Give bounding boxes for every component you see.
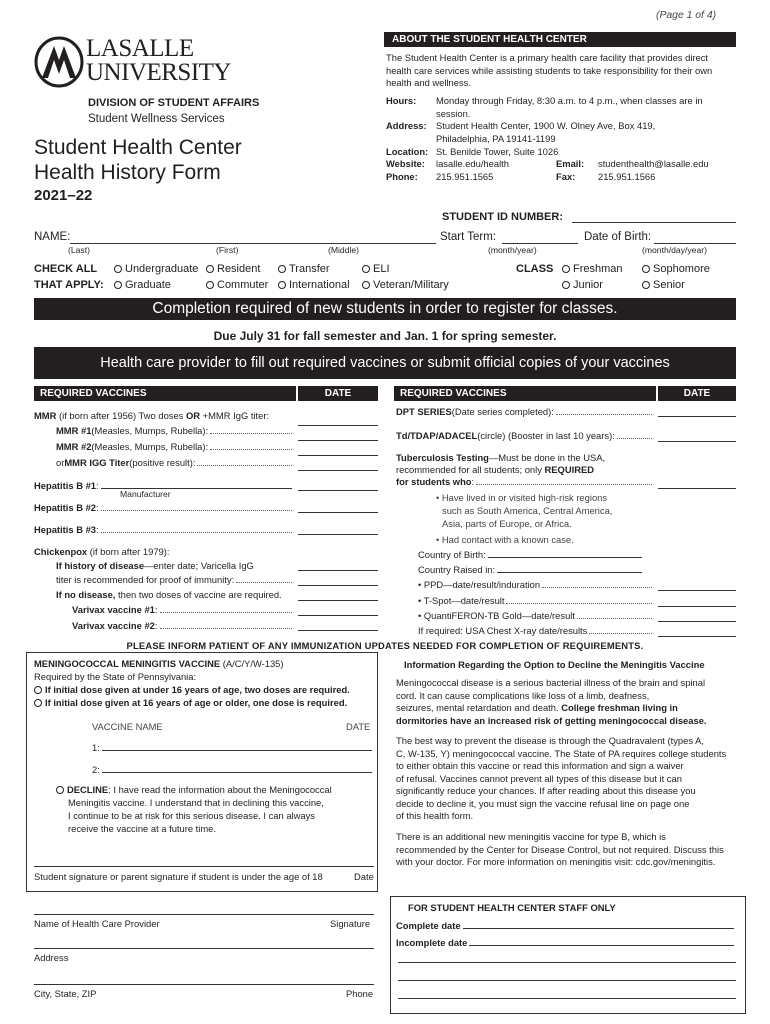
tspot-row: • T-Spot—date/result [418,595,654,606]
mmr1-row: MMR #1 (Measles, Mumps, Rubella): [56,425,294,436]
lasalle-emblem-icon [34,36,84,88]
about-header: ABOUT THE STUDENT HEALTH CENTER [384,32,736,47]
tb-line2: recommended for all students; only REQUIRED [396,464,594,475]
xray-row: If required: USA Chest X-ray date/results [418,625,654,636]
tb-bullet1-l3: Asia, parts of Europe, or Africa. [442,518,572,529]
fax-label: Fax: [556,171,576,182]
class-option-label: Junior [573,279,603,291]
quanti-row: • QuantiFERON-TB Gold—date/result [418,610,654,621]
radio-circle-icon[interactable] [114,265,122,273]
fax-value: 215.951.1566 [598,171,656,182]
tspot-date-field[interactable] [658,606,736,607]
vaccine-1-row[interactable]: 1: [92,742,374,753]
no-disease-line: If no disease, then two doses of vaccine are required. [56,589,282,600]
option-label: Veteran/Military [373,279,449,291]
class-senior[interactable] [642,279,685,291]
ppd-row: • PPD—date/result/induration [418,579,654,590]
inform-text: PLEASE INFORM PATIENT OF ANY IMMUNIZATION UPDATES NEEDED FOR COMPLETION OF REQUIREMENTS. [126,640,644,651]
address-label: Address: [386,120,427,131]
varivax2-date-field[interactable] [298,630,378,631]
student-signature-label: Student signature or parent signature if student is under the age of 18 [34,871,323,882]
staff-note-line-3[interactable] [398,998,736,999]
hours-label: Hours: [386,95,417,106]
radio-circle-icon[interactable] [206,265,214,273]
phone-value: 215.951.1565 [436,171,494,182]
start-term-label: Start Term: [440,231,497,243]
vaccine-name-label: VACCINE NAME [92,721,163,732]
hepb2-row: Hepatitis B #2 : [34,502,294,513]
option-label: If initial dose given at under 16 years of age, two doses are required. [45,684,350,695]
class-junior[interactable] [562,279,603,291]
completion-banner: Completion required of new students in order to register for classes. [34,298,736,320]
provider-city-label: City, State, ZIP [34,988,97,999]
student-id-label: STUDENT ID NUMBER: [442,211,563,223]
class-label: CLASS [516,263,554,275]
student-signature-field[interactable] [34,866,374,867]
class-option-label: Freshman [573,263,623,275]
tb-line1: Tuberculosis Testing—Must be done in the USA, [396,452,606,463]
td-row: Td/TDAP/ADACEL (circle) (Booster in last 10 years): [396,430,654,441]
mmr-titer-date-field[interactable] [298,455,378,456]
option-commuter[interactable] [206,279,268,291]
start-term-hint: (month/year) [488,245,537,255]
radio-circle-icon[interactable] [562,265,570,273]
staff-note-line-1[interactable] [398,962,736,963]
mmr1-date-field[interactable] [298,425,378,426]
logo-line2: UNIVERSITY [86,59,231,86]
varivax1-date-field[interactable] [298,615,378,616]
option-eli[interactable] [362,263,390,275]
mmr-intro: MMR (if born after 1956) Two doses OR +MMR IgG titer: [34,410,270,421]
class-option-label: Senior [653,279,685,291]
vaccine-2-row[interactable]: 2: [92,764,374,775]
required-by-label: Required by the State of Pennsylvania: [34,671,197,682]
varivax2-row: Varivax vaccine #2 : [72,620,294,631]
tb-bullet2: • Had contact with a known case. [436,534,574,545]
no-disease-date-field[interactable] [298,600,378,601]
logo-line1: LASALLE [86,35,194,62]
due-text: Due July 31 for fall semester and Jan. 1 for spring semester. [213,329,557,343]
option-label: ELI [373,263,390,275]
services-label: Student Wellness Services [88,113,225,125]
option-label: Transfer [289,263,330,275]
left-vaccines-header: REQUIRED VACCINES [34,386,296,401]
page-subtitle: Health History Form [34,161,221,184]
td-date-field[interactable] [658,441,736,442]
page-title: Student Health Center [34,136,242,159]
manufacturer-hint: Manufacturer [120,489,171,499]
provider-city-field[interactable] [34,984,374,985]
provider-name-field[interactable] [34,914,374,915]
hepb1-date-field[interactable] [298,490,378,491]
class-option-label: Sophomore [653,263,710,275]
option-label: Graduate [125,279,171,291]
provider-address-label: Address [34,952,69,963]
website-link[interactable]: lasalle.edu/health [436,158,509,169]
mmr-extra-date-field[interactable] [298,470,378,471]
option-label: Resident [217,263,261,275]
decline-line4: receive the vaccine at a future time. [68,823,216,834]
dob-hint: (month/day/year) [642,245,707,255]
radio-circle-icon[interactable] [278,265,286,273]
titer-date-field[interactable] [298,585,378,586]
hepb3-date-field[interactable] [298,534,378,535]
decline-option[interactable]: DECLINE: I have read the information about the Meningococcal [56,784,332,795]
option-transfer[interactable] [278,263,330,275]
option-undergraduate[interactable] [114,263,198,275]
name-field[interactable] [70,243,436,244]
info-paragraph-1: Meningococcal disease is a serious bacterial illness of the brain and spinal cord. It can cause complications like loss of a limb, deafness, seizures, mental retardation and death. College freshman living in dormitories have an increased risk of getting meningococcal disease. [396,677,707,726]
name-label: NAME: [34,231,71,243]
phone-label: Phone: [386,171,418,182]
provider-phone-label: Phone [346,988,374,999]
mmr-titer-row: or MMR IGG Titer (positive result): [56,457,294,468]
tb-line3: for students who : [396,476,654,487]
provider-banner: Health care provider to fill out required vaccines or submit official copies of your vaccines [34,347,736,379]
email-label: Email: [556,158,585,169]
tb-bullet1-l2: such as South America, Central America, [442,505,613,516]
radio-circle-icon[interactable] [114,281,122,289]
radio-circle-icon[interactable] [206,281,214,289]
provider-name-label: Name of Health Care Provider [34,918,160,929]
country-raised-row: Country Raised in: [418,564,644,575]
option-international[interactable] [278,279,350,291]
check-all-label: CHECK ALL [34,263,98,275]
mening-option-1[interactable] [34,684,350,695]
meningitis-title: MENINGOCOCCAL MENINGITIS VACCINE (A/C/Y/W-135) [34,658,284,669]
staff-box [390,896,746,1014]
last-hint: (Last) [68,245,90,255]
option-label: International [289,279,350,291]
middle-hint: (Middle) [328,245,360,255]
page-number: (Page 1 of 4) [656,10,717,21]
radio-circle-icon[interactable] [278,281,286,289]
radio-circle-icon[interactable] [642,265,650,273]
mmr2-date-field[interactable] [298,440,378,441]
division-label: DIVISION OF STUDENT AFFAIRS [88,97,260,109]
email-link[interactable]: studenthealth@lasalle.edu [598,158,709,169]
right-vaccines-header: REQUIRED VACCINES [394,386,656,401]
radio-circle-icon[interactable] [362,281,370,289]
option-resident[interactable] [206,263,260,275]
varivax1-row: Varivax vaccine #1 : [72,604,294,615]
class-sophomore[interactable] [642,263,710,275]
right-date-header: DATE [658,386,736,401]
dob-label: Date of Birth: [584,231,652,243]
about-intro: The Student Health Center is a primary health care facility that provides direct health care services while assisting students to take responsibility for their own health and wellness. [386,52,713,88]
location-label: Location: [386,146,429,157]
mmr2-row: MMR #2 (Measles, Mumps, Rubella): [56,441,294,452]
vaccine-date-label: DATE [346,721,371,732]
tb-date-field[interactable] [658,488,736,489]
radio-circle-icon[interactable] [642,281,650,289]
titer-row: titer is recommended for proof of immunity: [56,574,294,585]
class-freshman[interactable] [562,263,623,275]
info-paragraph-3: There is an additional new meningitis vaccine for type B, which is recommended by the Center for Disease Control, but not required. Discuss this with your doctor. For more information on meningitis visit: cdc.gov/meningitis. [396,831,724,867]
xray-date-field[interactable] [658,636,736,637]
student-id-field[interactable] [572,222,736,223]
hepb1-row: Hepatitis B #1 : [34,480,294,491]
option-graduate[interactable] [114,279,171,291]
complete-date-row[interactable]: Complete date [396,920,736,931]
tb-bullet1-l1: • Have lived in or visited high-risk regions [436,492,608,503]
info-title: Information Regarding the Option to Decline the Meningitis Vaccine [404,659,705,670]
radio-circle-icon[interactable] [562,281,570,289]
dob-field[interactable] [654,243,736,244]
radio-circle-icon[interactable] [34,686,42,694]
website-label: Website: [386,158,425,169]
incomplete-date-row[interactable]: Incomplete date [396,937,736,948]
radio-circle-icon[interactable] [362,265,370,273]
ppd-date-field[interactable] [658,590,736,591]
decline-line3: I continue to be at risk for this serious disease. I can always [68,810,315,821]
option-label: If initial dose given at 16 years of age or older, one dose is required. [45,697,348,708]
lasalle-logo [34,36,234,88]
radio-circle-icon[interactable] [56,786,64,794]
signature-date-label: Date [354,871,374,882]
first-hint: (First) [216,245,239,255]
varicella-date-field[interactable] [298,570,378,571]
hours-value: Monday through Friday, 8:30 a.m. to 4 p.m., when classes are in session. [436,95,703,119]
form-year: 2021–22 [34,187,93,204]
location-value: St. Benilde Tower, Suite 1026 [436,146,559,157]
dpt-date-field[interactable] [658,416,736,417]
hepb2-date-field[interactable] [298,512,378,513]
left-date-header: DATE [298,386,378,401]
provider-signature-label: Signature [330,918,371,929]
mening-option-2[interactable] [34,697,347,708]
chickenpox-intro: Chickenpox (if born after 1979): [34,546,170,557]
quanti-date-field[interactable] [658,621,736,622]
address-value: Student Health Center, 1900 W. Olney Ave, Box 419, Philadelphia, PA 19141-1199 [436,120,656,144]
provider-address-field[interactable] [34,948,374,949]
staff-title: FOR STUDENT HEALTH CENTER STAFF ONLY [408,902,616,913]
option-label: Undergraduate [125,263,199,275]
radio-circle-icon[interactable] [34,699,42,707]
country-birth-row: Country of Birth: [418,549,644,560]
dpt-row: DPT SERIES (Date series completed): [396,406,654,417]
info-paragraph-2: The best way to prevent the disease is through the Quadravalent (types A, C, W-135, Y) meningococcal vaccine. The State of PA requires college students to either obtain this vaccine or read this information and sign a waiver of refusal. Vaccines cannot prevent all types of this disease but it can significantly reduce your chances. If after reading about this disease you decide to decline it, you must sign the vaccine refusal line on page one of this health form. [396,735,727,821]
option-veteran[interactable] [362,279,449,291]
history-line: If history of disease—enter date; Varicella IgG [56,560,254,571]
decline-line2: Meningitis vaccine. I understand that in declining this vaccine, [68,797,324,808]
start-term-field[interactable] [502,243,578,244]
staff-note-line-2[interactable] [398,980,736,981]
option-label: Commuter [217,279,269,291]
check-all-label-2: THAT APPLY: [34,279,104,291]
hepb3-row: Hepatitis B #3 : [34,524,294,535]
